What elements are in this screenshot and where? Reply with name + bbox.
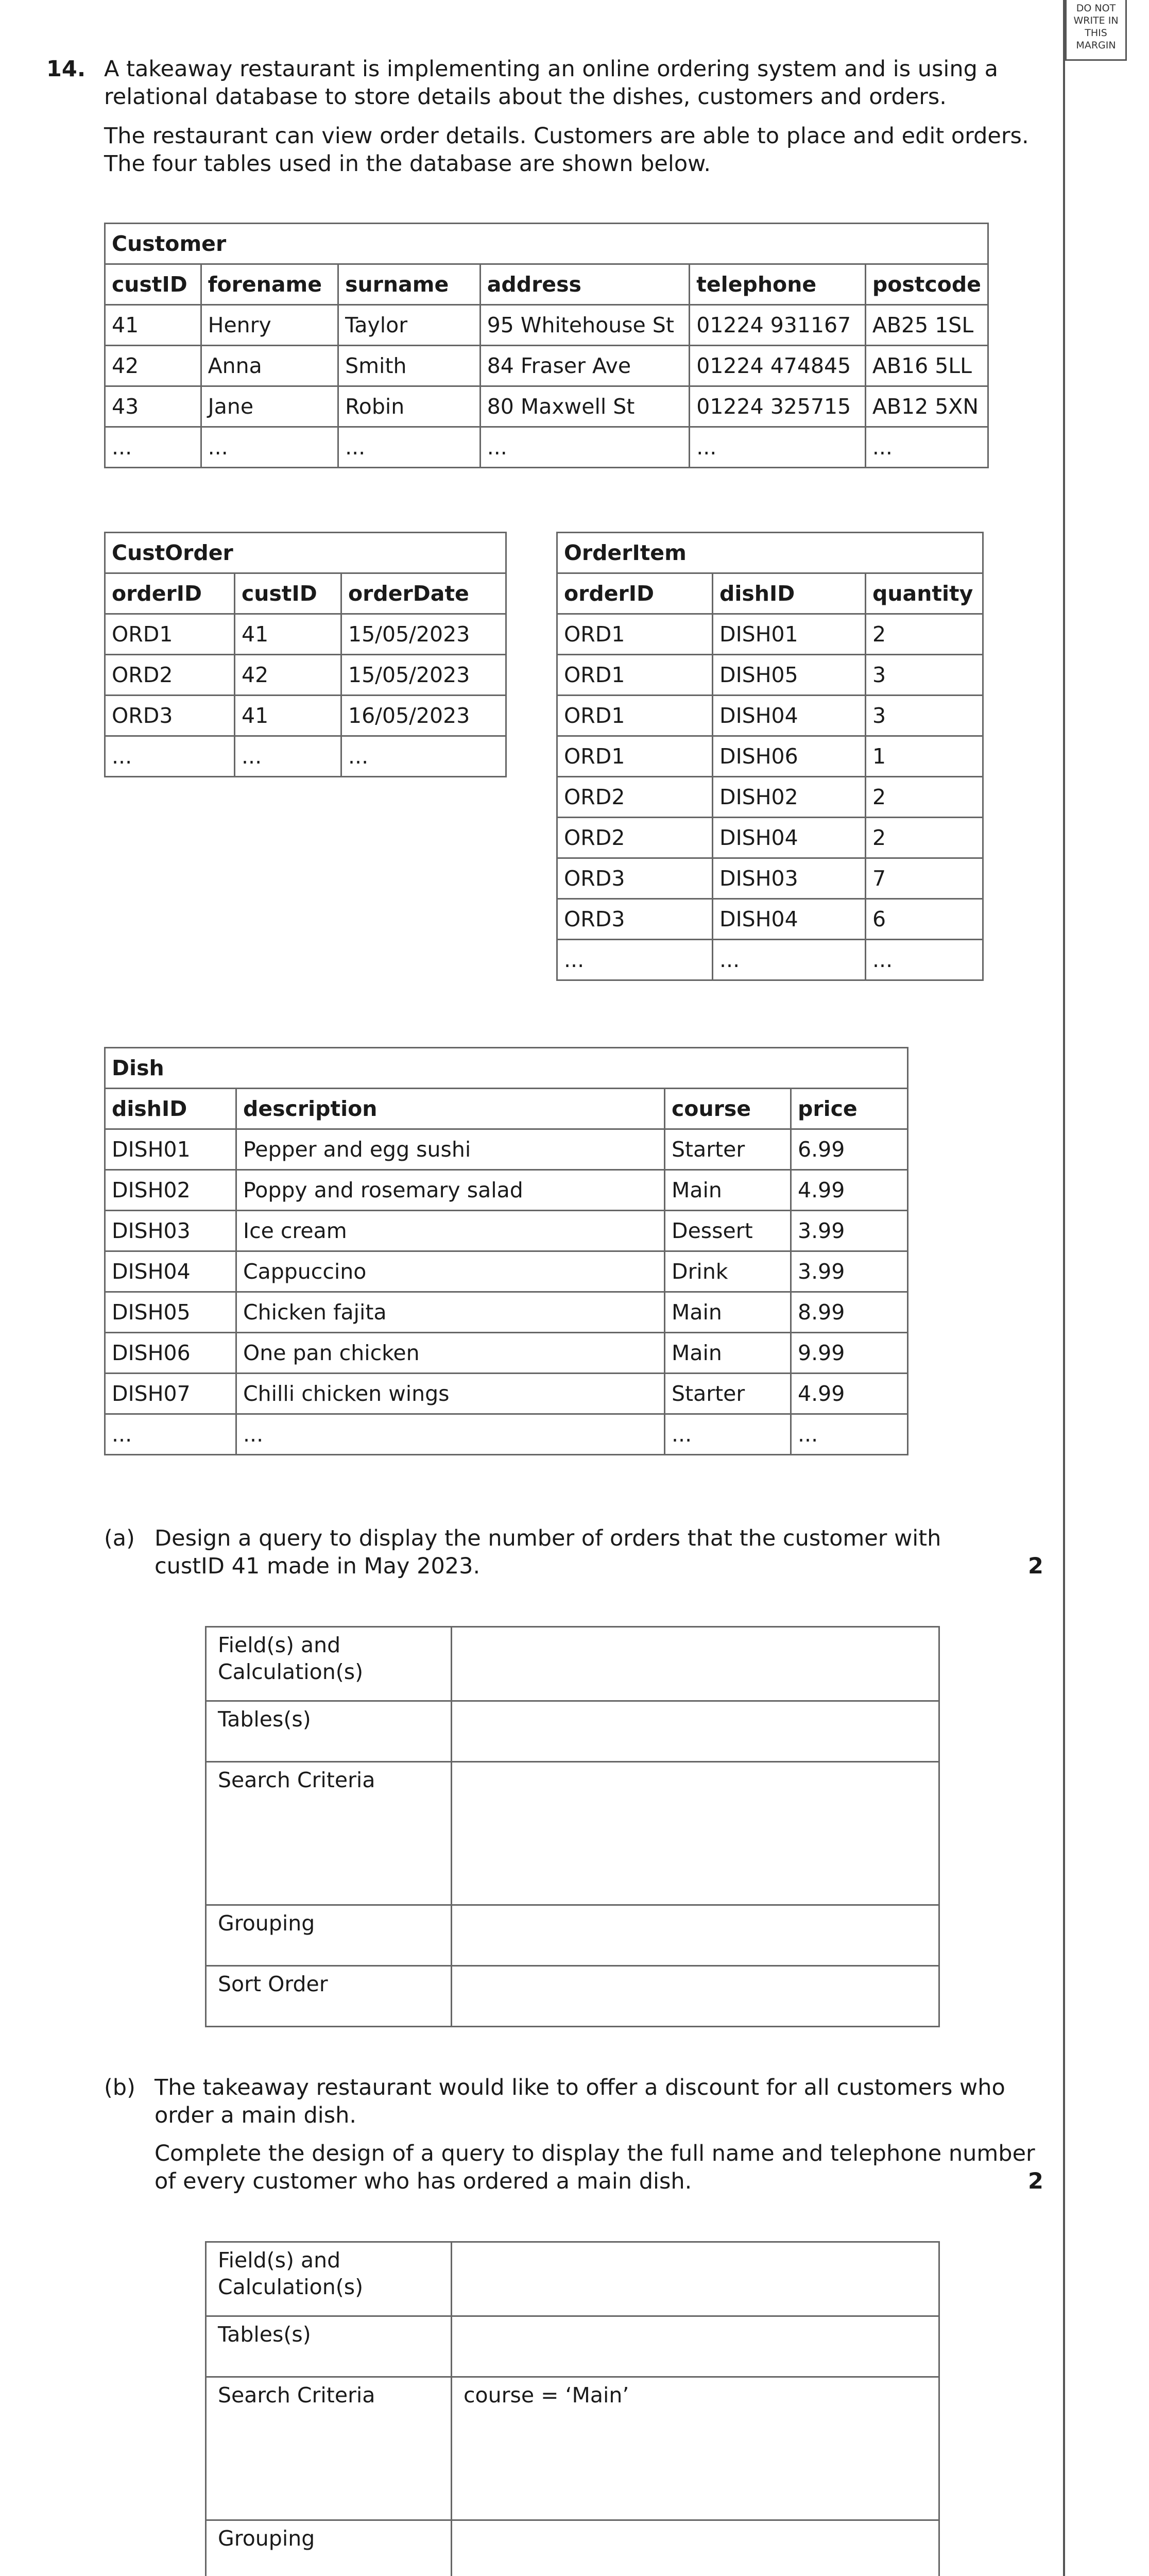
margin-notice-line: MARGIN bbox=[1076, 40, 1116, 51]
design-grouping-answer[interactable] bbox=[452, 1905, 939, 1966]
design-tables-answer[interactable] bbox=[452, 1701, 939, 1762]
table-cell: DISH03 bbox=[713, 858, 866, 899]
column-header: orderDate bbox=[341, 573, 506, 614]
table-cell: 3 bbox=[866, 696, 983, 736]
table-cell: Smith bbox=[338, 346, 481, 386]
table-cell: 9.99 bbox=[791, 1333, 908, 1374]
table-cell: 01224 931167 bbox=[690, 305, 866, 346]
table-cell: 15/05/2023 bbox=[341, 614, 506, 655]
table-cell: DISH04 bbox=[713, 818, 866, 858]
table-cell: 84 Fraser Ave bbox=[480, 346, 690, 386]
column-header: dishID bbox=[105, 1089, 236, 1129]
table-row bbox=[105, 1211, 908, 1251]
table-row bbox=[557, 614, 983, 655]
table-cell: ORD1 bbox=[105, 614, 235, 655]
table-cell: ORD3 bbox=[557, 858, 713, 899]
table-cell: 2 bbox=[866, 614, 983, 655]
table-row bbox=[557, 696, 983, 736]
intro-line: A takeaway restaurant is implementing an online ordering system and is using a bbox=[104, 56, 998, 82]
table-name: OrderItem bbox=[557, 533, 983, 573]
table-cell: ... bbox=[105, 736, 235, 777]
table-cell: AB12 5XN bbox=[865, 386, 988, 427]
table-cell: Drink bbox=[665, 1251, 791, 1292]
table-cell: Pepper and egg sushi bbox=[236, 1129, 665, 1170]
table-row bbox=[557, 818, 983, 858]
table-cell: 80 Maxwell St bbox=[480, 386, 690, 427]
table-cell: 41 bbox=[235, 614, 341, 655]
table-cell: DISH06 bbox=[713, 736, 866, 777]
table-row bbox=[105, 1251, 908, 1292]
table-row bbox=[105, 386, 988, 427]
margin-notice-line: WRITE IN bbox=[1073, 15, 1119, 26]
table-cell: Main bbox=[665, 1333, 791, 1374]
table-cell: 4.99 bbox=[791, 1374, 908, 1414]
table-row bbox=[557, 655, 983, 696]
table-cell: One pan chicken bbox=[236, 1333, 665, 1374]
table-cell: 3.99 bbox=[791, 1251, 908, 1292]
table-cell: ... bbox=[236, 1414, 665, 1455]
table-cell: DISH01 bbox=[713, 614, 866, 655]
table-cell: 4.99 bbox=[791, 1170, 908, 1211]
question-number: 14. bbox=[46, 56, 86, 82]
column-header: dishID bbox=[713, 573, 866, 614]
part-b-label: (b) bbox=[104, 2075, 135, 2100]
table-cell: Chilli chicken wings bbox=[236, 1374, 665, 1414]
table-cell: 8.99 bbox=[791, 1292, 908, 1333]
table-cell: ORD3 bbox=[105, 696, 235, 736]
design-grouping-answer[interactable] bbox=[452, 2520, 939, 2576]
table-cell: Dessert bbox=[665, 1211, 791, 1251]
intro-line: relational database to store details about the dishes, customers and orders. bbox=[104, 84, 947, 110]
design-label: Grouping bbox=[206, 1905, 452, 1966]
table-cell: 1 bbox=[866, 736, 983, 777]
table-cell: Anna bbox=[201, 346, 338, 386]
column-header: forename bbox=[201, 264, 338, 305]
column-header: custID bbox=[235, 573, 341, 614]
table-cell: ... bbox=[105, 427, 201, 468]
margin-notice bbox=[1065, 0, 1127, 61]
table-cell: ... bbox=[866, 940, 983, 980]
table-name: Customer bbox=[105, 224, 988, 264]
design-label: Search Criteria bbox=[206, 1762, 452, 1905]
table-cell: ORD1 bbox=[557, 614, 713, 655]
table-row bbox=[557, 899, 983, 940]
table-cell: DISH02 bbox=[713, 777, 866, 818]
table-cell: ORD1 bbox=[557, 655, 713, 696]
table-row bbox=[105, 736, 506, 777]
margin-notice-line: DO NOT bbox=[1076, 3, 1116, 14]
design-label: Field(s) and Calculation(s) bbox=[206, 2242, 452, 2316]
table-row bbox=[557, 736, 983, 777]
table-cell: 42 bbox=[105, 346, 201, 386]
table-cell: DISH04 bbox=[713, 696, 866, 736]
table-cell: ORD2 bbox=[557, 777, 713, 818]
table-row bbox=[557, 858, 983, 899]
table-cell: ... bbox=[690, 427, 866, 468]
customer-table bbox=[104, 223, 989, 468]
design-sort-answer[interactable] bbox=[452, 1966, 939, 2027]
table-cell: ... bbox=[105, 1414, 236, 1455]
table-cell: DISH04 bbox=[105, 1251, 236, 1292]
table-row bbox=[105, 346, 988, 386]
table-cell: Main bbox=[665, 1170, 791, 1211]
table-cell: ... bbox=[235, 736, 341, 777]
table-cell: DISH05 bbox=[105, 1292, 236, 1333]
view-line: The four tables used in the database are shown below. bbox=[104, 151, 711, 177]
table-row bbox=[105, 614, 506, 655]
table-cell: ORD2 bbox=[105, 655, 235, 696]
table-row bbox=[105, 1129, 908, 1170]
table-cell: DISH01 bbox=[105, 1129, 236, 1170]
column-header: address bbox=[480, 264, 690, 305]
design-label: Tables(s) bbox=[206, 2316, 452, 2377]
table-cell: 7 bbox=[866, 858, 983, 899]
table-row bbox=[105, 427, 988, 468]
design-fields-answer[interactable] bbox=[452, 1627, 939, 1701]
table-cell: Cappuccino bbox=[236, 1251, 665, 1292]
part-b-text: order a main dish. bbox=[155, 2103, 357, 2128]
dish-table bbox=[104, 1047, 908, 1455]
table-row bbox=[105, 1374, 908, 1414]
table-cell: Main bbox=[665, 1292, 791, 1333]
orderitem-table bbox=[556, 532, 984, 981]
table-cell: Robin bbox=[338, 386, 481, 427]
table-cell: ... bbox=[713, 940, 866, 980]
design-fields-answer[interactable] bbox=[452, 2242, 939, 2316]
part-b-text: The takeaway restaurant would like to offer a discount for all customers who bbox=[155, 2075, 1005, 2100]
table-cell: 42 bbox=[235, 655, 341, 696]
table-row bbox=[557, 940, 983, 980]
table-cell: Ice cream bbox=[236, 1211, 665, 1251]
column-header: price bbox=[791, 1089, 908, 1129]
table-row bbox=[105, 1414, 908, 1455]
table-cell: 15/05/2023 bbox=[341, 655, 506, 696]
table-cell: 16/05/2023 bbox=[341, 696, 506, 736]
table-cell: DISH04 bbox=[713, 899, 866, 940]
table-cell: Jane bbox=[201, 386, 338, 427]
table-row bbox=[105, 655, 506, 696]
column-header: description bbox=[236, 1089, 665, 1129]
margin-notice-line: THIS bbox=[1085, 27, 1107, 39]
table-cell: ... bbox=[791, 1414, 908, 1455]
table-cell: DISH02 bbox=[105, 1170, 236, 1211]
table-cell: AB16 5LL bbox=[865, 346, 988, 386]
table-cell: ... bbox=[338, 427, 481, 468]
table-cell: 95 Whitehouse St bbox=[480, 305, 690, 346]
table-cell: 6.99 bbox=[791, 1129, 908, 1170]
column-header: telephone bbox=[690, 264, 866, 305]
table-cell: 6 bbox=[866, 899, 983, 940]
design-label: Field(s) and Calculation(s) bbox=[206, 1627, 452, 1701]
part-b-text: of every customer who has ordered a main dish. bbox=[155, 2168, 692, 2194]
table-cell: ... bbox=[480, 427, 690, 468]
part-a-text: custID 41 made in May 2023. bbox=[155, 1553, 481, 1579]
design-label: Tables(s) bbox=[206, 1701, 452, 1762]
table-cell: 43 bbox=[105, 386, 201, 427]
design-label: Grouping bbox=[206, 2520, 452, 2576]
table-cell: DISH07 bbox=[105, 1374, 236, 1414]
part-b-text: Complete the design of a query to display the full name and telephone number bbox=[155, 2141, 1035, 2166]
part-a-marks: 2 bbox=[1028, 1553, 1043, 1579]
column-header: course bbox=[665, 1089, 791, 1129]
table-cell: DISH05 bbox=[713, 655, 866, 696]
table-cell: Chicken fajita bbox=[236, 1292, 665, 1333]
table-cell: Taylor bbox=[338, 305, 481, 346]
design-tables-answer[interactable] bbox=[452, 2316, 939, 2377]
column-header: custID bbox=[105, 264, 201, 305]
column-header: postcode bbox=[865, 264, 988, 305]
design-label: Sort Order bbox=[206, 1966, 452, 2027]
table-cell: ... bbox=[341, 736, 506, 777]
margin-rule bbox=[1063, 0, 1065, 2576]
table-cell: ... bbox=[557, 940, 713, 980]
part-b-marks: 2 bbox=[1028, 2168, 1043, 2194]
table-cell: DISH03 bbox=[105, 1211, 236, 1251]
table-row bbox=[105, 1333, 908, 1374]
table-cell: DISH06 bbox=[105, 1333, 236, 1374]
table-cell: 01224 474845 bbox=[690, 346, 866, 386]
view-line: The restaurant can view order details. Customers are able to place and edit orders. bbox=[104, 123, 1029, 149]
table-cell: ORD3 bbox=[557, 899, 713, 940]
table-cell: ORD1 bbox=[557, 736, 713, 777]
table-cell: Poppy and rosemary salad bbox=[236, 1170, 665, 1211]
table-cell: 41 bbox=[235, 696, 341, 736]
table-cell: 2 bbox=[866, 777, 983, 818]
table-cell: 3 bbox=[866, 655, 983, 696]
table-cell: ORD1 bbox=[557, 696, 713, 736]
table-cell: AB25 1SL bbox=[865, 305, 988, 346]
design-criteria-answer[interactable] bbox=[452, 1762, 939, 1905]
design-criteria-answer[interactable]: course = ‘Main’ bbox=[452, 2377, 939, 2520]
part-a-design-table bbox=[205, 1626, 940, 2027]
table-name: CustOrder bbox=[105, 533, 506, 573]
part-b-design-table bbox=[205, 2241, 940, 2576]
table-row bbox=[105, 1292, 908, 1333]
table-row bbox=[105, 696, 506, 736]
table-cell: 2 bbox=[866, 818, 983, 858]
table-row bbox=[105, 1170, 908, 1211]
table-cell: ... bbox=[865, 427, 988, 468]
table-cell: ... bbox=[201, 427, 338, 468]
table-cell: Starter bbox=[665, 1129, 791, 1170]
column-header: quantity bbox=[866, 573, 983, 614]
column-header: orderID bbox=[105, 573, 235, 614]
table-cell: Henry bbox=[201, 305, 338, 346]
table-cell: ORD2 bbox=[557, 818, 713, 858]
column-header: surname bbox=[338, 264, 481, 305]
column-header: orderID bbox=[557, 573, 713, 614]
table-cell: ... bbox=[665, 1414, 791, 1455]
table-row bbox=[105, 305, 988, 346]
table-cell: 01224 325715 bbox=[690, 386, 866, 427]
table-name: Dish bbox=[105, 1048, 908, 1089]
table-cell: Starter bbox=[665, 1374, 791, 1414]
table-cell: 3.99 bbox=[791, 1211, 908, 1251]
table-cell: 41 bbox=[105, 305, 201, 346]
table-row bbox=[557, 777, 983, 818]
part-a-text: Design a query to display the number of orders that the customer with bbox=[155, 1526, 941, 1551]
part-a-label: (a) bbox=[104, 1526, 135, 1551]
design-label: Search Criteria bbox=[206, 2377, 452, 2520]
custorder-table bbox=[104, 532, 507, 777]
